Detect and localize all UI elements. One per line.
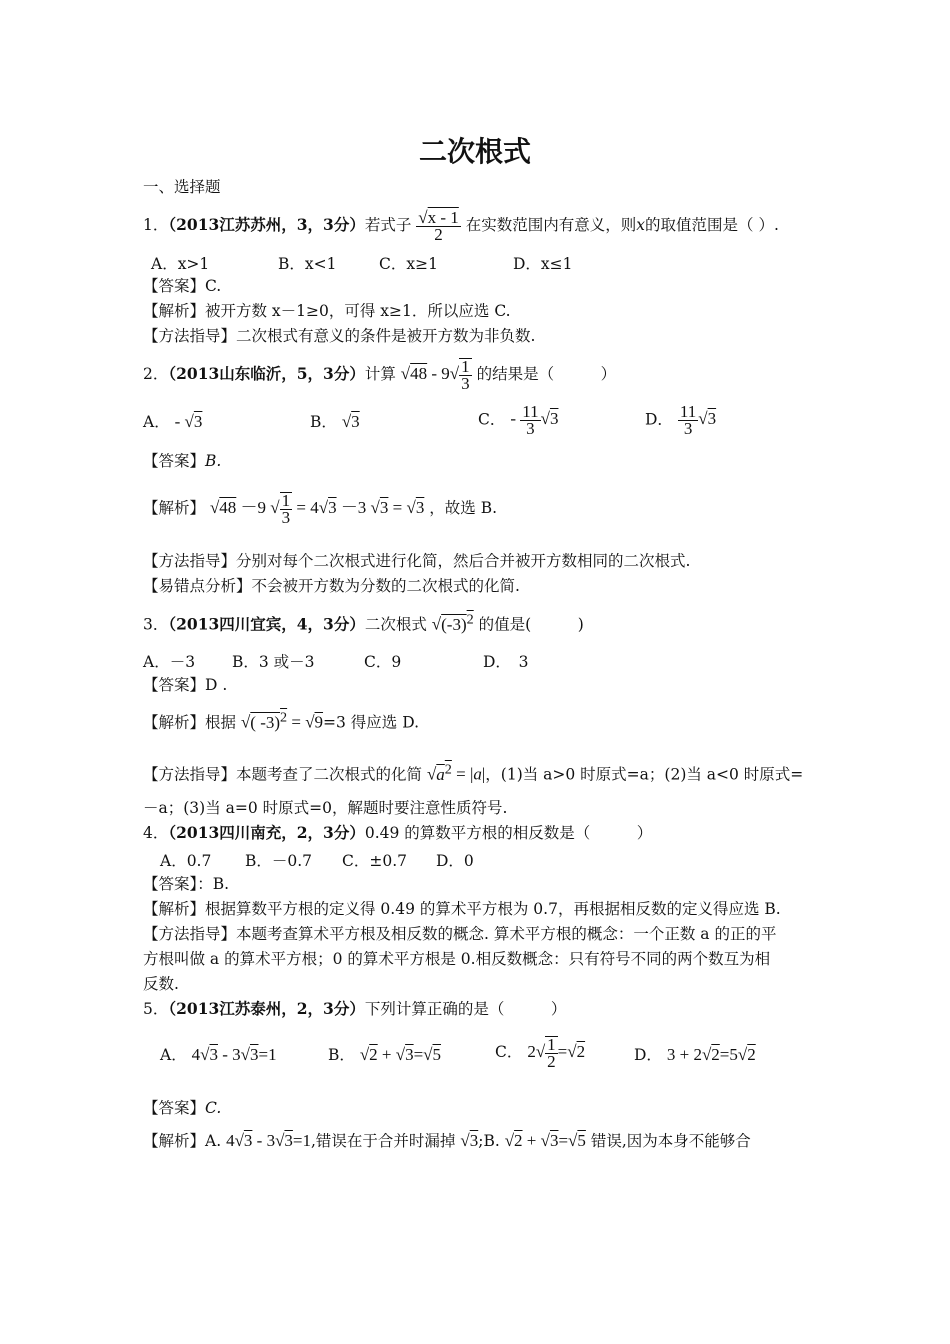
- q4-option-d: D．0: [436, 852, 474, 870]
- q3-method-line2: －a；(3)当 a=0 时原式=0，解题时要注意性质符号.: [143, 799, 508, 817]
- q5-analysis: 【解析】A. 4√3 - 3√3=1,错误在于合并时漏掉 √3;B. √2 + √3=√5 错误,因为本身不能够合: [143, 1131, 751, 1150]
- q2-analysis: 【解析】 √48 －9 √ $\frac{1}{3}$ = 4√3 －3 √3 = √3 ，故选 B.: [143, 491, 498, 528]
- q1-expression: $\frac{√x - 1}{2}$: [418, 207, 459, 244]
- q1-stem: 1．（2013江苏苏州，3，3分）若式子 $\frac{√x - 1}{2}$ 在实数范围内有意义，则x的取值范围是（ ）.: [143, 207, 779, 244]
- section-heading: 一、选择题: [143, 178, 221, 196]
- q2-analysis-expression: √48 －9 √ $\frac{1}{3}$ = 4√3 －3 √3 = √3: [209, 491, 425, 528]
- q4-option-c: C．±0.7: [342, 852, 407, 870]
- q3-option-a: A．－3: [143, 653, 196, 671]
- q5-option-c: C． 2√ $\frac{1}{2}$ =√2: [495, 1035, 586, 1071]
- q3-analysis: 【解析】根据 √( -3)$^2$ = √9=3 得应选 D.: [143, 709, 420, 732]
- q2-stem: 2．（2013山东临沂，5，3分）计算 √48 - 9√ $\frac{1}{3}$ 的结果是（ ）: [143, 357, 617, 394]
- q1-option-b: B．x<1: [278, 255, 337, 273]
- q2-method: 【方法指导】分别对每个二次根式进行化简，然后合并被开方数相同的二次根式.: [143, 552, 691, 570]
- q3-option-b: B．3 或－3: [232, 653, 315, 671]
- page-title: 二次根式: [418, 135, 531, 168]
- q4-option-a: A．0.7: [160, 852, 212, 870]
- q4-method-l2: 方根叫做 a 的算术平方根；0 的算术平方根是 0.相反数概念：只有符号不同的两个数互为相: [143, 950, 771, 968]
- q2-option-a: A． - √3: [143, 412, 203, 431]
- q1-answer: 【答案】C.: [143, 277, 222, 295]
- q2-mistake: 【易错点分析】不会被开方数为分数的二次根式的化简.: [143, 577, 520, 595]
- q5-answer: 【答案】C.: [143, 1099, 222, 1117]
- q3-answer: 【答案】D .: [143, 676, 228, 694]
- q5-option-d: D． 3 + 2√2=5√2: [634, 1045, 756, 1064]
- q4-option-b: B．－0.7: [245, 852, 313, 870]
- q2-option-b: B． √3: [310, 412, 360, 431]
- q1-analysis: 【解析】被开方数 x－1≥0，可得 x≥1．所以应选 C.: [143, 302, 511, 320]
- q4-stem: 4．（2013四川南充，2，3分）0.49 的算数平方根的相反数是（ ）: [143, 823, 653, 842]
- q2-expression: √48 - 9√ $\frac{1}{3}$: [400, 357, 470, 394]
- q4-method-l1: 【方法指导】本题考查算术平方根及相反数的概念. 算术平方根的概念：一个正数 a 的正的平: [143, 925, 777, 943]
- q3-method-expression: $√a^2 = |a|$: [426, 761, 486, 784]
- q1-option-d: D．x≤1: [513, 255, 573, 273]
- q2-answer: 【答案】B.: [143, 452, 222, 470]
- q1-option-c: C．x≥1: [379, 255, 438, 273]
- q2-option-c: C． - $\frac{11}{3}$ √3: [478, 402, 559, 438]
- q3-analysis-expression: √( -3)$^2$ = √9: [240, 709, 324, 732]
- q5-stem: 5．（2013江苏泰州，2，3分）下列计算正确的是（ ）: [143, 999, 567, 1018]
- q3-method: 【方法指导】本题考查了二次根式的化简 $√a^2 = |a|$，(1)当 a>0 时原式=a；(2)当 a<0 时原式=: [143, 761, 804, 784]
- q5-option-a: A． 4√3 - 3√3=1: [160, 1045, 277, 1064]
- q1-option-a: A．x>1: [151, 255, 210, 273]
- q4-answer: 【答案】：B.: [143, 875, 230, 893]
- q4-analysis: 【解析】根据算数平方根的定义得 0.49 的算术平方根为 0.7，再根据相反数的定义得应选 B.: [143, 900, 781, 918]
- q5-option-b: B． √2 + √3=√5: [328, 1045, 442, 1064]
- q3-option-d: D． 3: [483, 653, 529, 671]
- q3-expression: $√(-3)^2$: [431, 611, 474, 634]
- q3-stem: 3．（2013四川宜宾，4，3分）二次根式 $√(-3)^2$ 的值是( ): [143, 611, 584, 634]
- q1-method: 【方法指导】二次根式有意义的条件是被开方数为非负数.: [143, 327, 536, 345]
- q3-option-c: C．9: [364, 653, 402, 671]
- q4-method-l3: 反数.: [143, 975, 179, 993]
- q2-option-d: D． $\frac{11}{3}$ √3: [645, 402, 717, 438]
